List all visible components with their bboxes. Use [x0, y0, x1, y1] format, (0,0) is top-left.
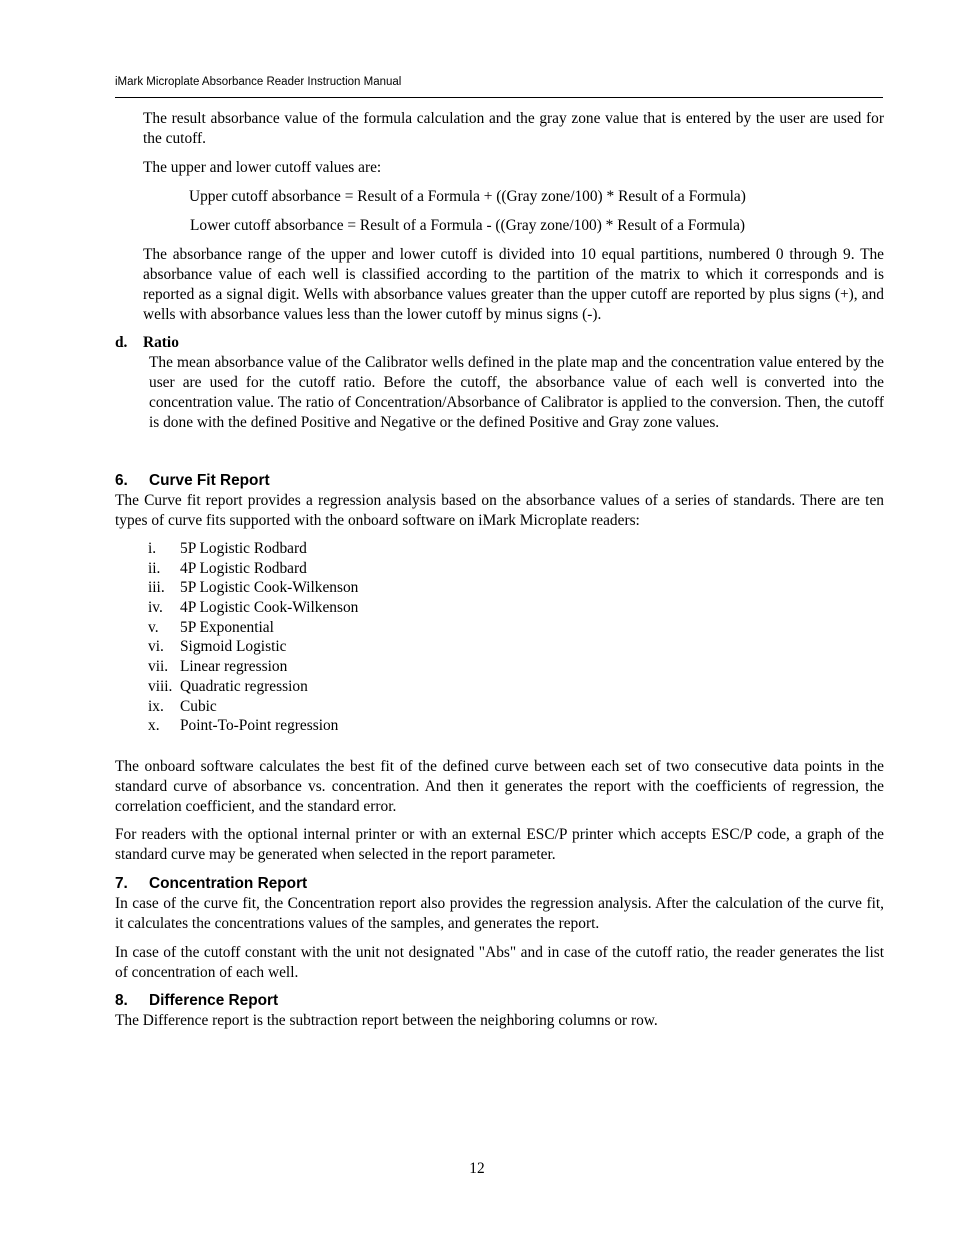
curve-fit-intro: The Curve fit report provides a regression analysis based on the absorbance values of a series of standards. There are ten types of curve fits supported with the onboard software on iMark Microplate readers: [115, 492, 884, 529]
curve-fit-types-list [148, 539, 358, 736]
ratio-heading [115, 333, 179, 353]
section-title: Difference Report [149, 992, 279, 1009]
upper-cutoff-formula: Upper cutoff absorbance = Result of a Formula + ((Gray zone/100) * Result of a Formula) [189, 188, 746, 205]
section-number: 8. [115, 992, 128, 1009]
curve-fit-paragraph-2: For readers with the optional internal printer or with an external ESC/P printer which accepts ESC/P code, a graph of the standard curve may be generated when selected in the report parameter. [115, 826, 884, 863]
list-item: viii. Quadratic regression [148, 677, 308, 695]
lower-cutoff-formula: Lower cutoff absorbance = Result of a Formula - ((Gray zone/100) * Result of a Formula) [190, 217, 746, 234]
list-item: iv. 4P Logistic Cook-Wilkenson [148, 599, 359, 617]
page-number: 12 [469, 1160, 485, 1177]
section-number: 7. [115, 875, 128, 892]
list-item: vi. Sigmoid Logistic [148, 638, 287, 656]
concentration-paragraph-2: In case of the cutoff constant with the unit not designated "Abs" and in case of the cutoff ratio, the reader generates the list of concentration of each well. [115, 944, 884, 981]
ratio-paragraph: The mean absorbance value of the Calibrator wells defined in the plate map and the concentration value entered by the user are used for the cutoff ratio. Before the cutoff, the absorbance value of each well is converted into the concentration value. The ratio of Concentration/Absorbance of Calibrator is applied to the conversion. Then, the cutoff is done with the defined Positive and Negative or the defined Positive and Gray zone values. [149, 354, 884, 431]
section-title: Concentration Report [149, 875, 308, 892]
cutoff-paragraph-3: The absorbance range of the upper and lower cutoff is divided into 10 equal partitions, numbered 0 through 9. The absorbance value of each well is classified according to the partition of the matrix to which it corresponds and is reported as a signal digit. Wells with absorbance values greater than the upper cutoff are reported by plus signs (+), and wells with absorbance values less than the lower cutoff by minus signs (-). [143, 246, 884, 323]
list-item: vii. Linear regression [148, 658, 288, 676]
concentration-paragraph-1: In case of the curve fit, the Concentration report also provides the regression analysis. After the calculation of the curve fit, it calculates the concentrations values of the samples, and generates the report. [115, 895, 884, 932]
section-title: Curve Fit Report [149, 472, 270, 489]
list-item: ii. 4P Logistic Rodbard [148, 559, 307, 577]
running-header: iMark Microplate Absorbance Reader Instruction Manual [115, 76, 402, 88]
list-item: iii. 5P Logistic Cook-Wilkenson [148, 579, 359, 597]
list-item: ix. Cubic [148, 697, 217, 715]
list-item: x. Point-To-Point regression [148, 717, 339, 735]
difference-paragraph: The Difference report is the subtraction report between the neighboring columns or row. [115, 1012, 658, 1029]
section-heading-concentration [115, 874, 307, 894]
list-item: v. 5P Exponential [148, 618, 274, 636]
ratio-heading-title: Ratio [143, 334, 179, 351]
list-item: i. 5P Logistic Rodbard [148, 540, 307, 557]
curve-fit-paragraph-1: The onboard software calculates the best fit of the defined curve between each set of two consecutive data points in the standard curve of absorbance vs. concentration. And then it generates the report with the coefficients of regression, the correlation coefficient, and the standard error. [115, 758, 884, 815]
ratio-heading-number: d. [115, 334, 128, 351]
section-number: 6. [115, 472, 128, 489]
section-heading-difference [115, 991, 278, 1011]
cutoff-paragraph-2: The upper and lower cutoff values are: [143, 159, 382, 176]
section-heading-curve-fit [115, 471, 270, 491]
cutoff-paragraph-1: The result absorbance value of the formula calculation and the gray zone value that is entered by the user are used for the cutoff. [143, 110, 884, 147]
header-rule [115, 97, 883, 98]
